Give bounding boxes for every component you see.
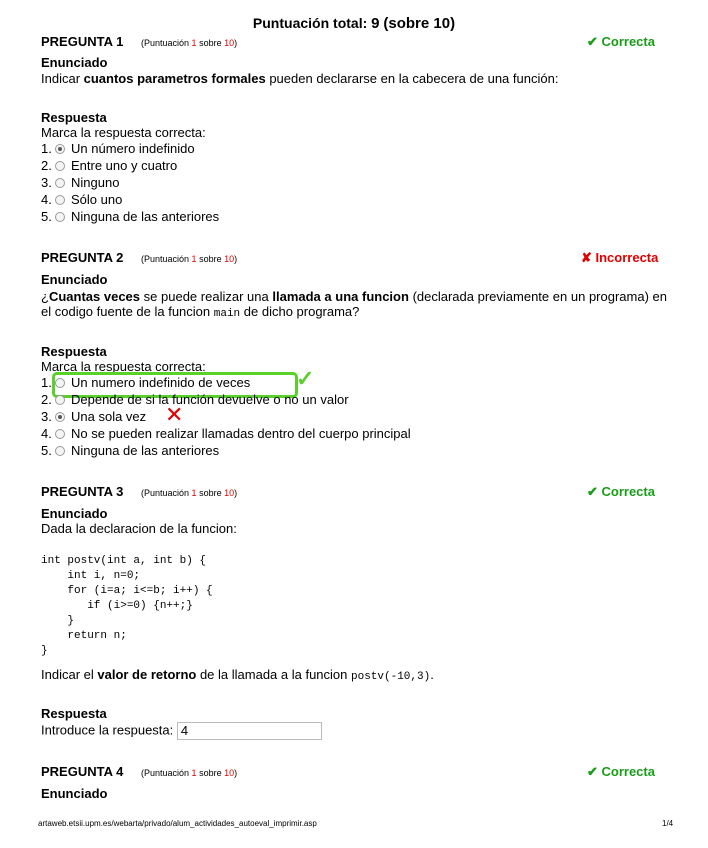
radio-selected-icon[interactable]	[55, 144, 65, 154]
question-3-status: ✔ Correcta	[587, 484, 655, 499]
radio-icon[interactable]	[55, 195, 65, 205]
question-2-option-3[interactable]: 3. Una sola vez	[41, 409, 147, 424]
total-score-value: 9	[371, 15, 380, 32]
question-1-title: PREGUNTA 1	[41, 34, 124, 49]
question-1-instruction: Marca la respuesta correcta:	[41, 125, 206, 140]
question-3-answer-row	[41, 722, 322, 740]
radio-icon[interactable]	[55, 212, 65, 222]
question-3-header	[41, 484, 237, 499]
radio-icon[interactable]	[55, 378, 65, 388]
wrong-cross-icon: ✕	[165, 402, 184, 427]
question-2-header	[41, 250, 237, 265]
question-3-ask: Indicar el valor de retorno de la llamada a la funcion postv(-10,3).	[41, 667, 434, 683]
question-2-status: ✘ Incorrecta	[581, 250, 659, 265]
question-1-option-5[interactable]: 5. Ninguna de las anteriores	[41, 209, 220, 224]
question-4-title: PREGUNTA 4	[41, 764, 124, 779]
question-2-option-5[interactable]: 5. Ninguna de las anteriores	[41, 443, 220, 458]
answer-input-label: Introduce la respuesta:	[41, 722, 174, 738]
question-1-status: ✔ Correcta	[587, 34, 655, 49]
question-2-option-4[interactable]: 4. No se pueden realizar llamadas dentro del cuerpo principal	[41, 426, 411, 441]
question-1-points: (Puntuación 1 sobre 10)	[140, 38, 238, 48]
radio-icon[interactable]	[55, 161, 65, 171]
question-4-statement-heading: Enunciado	[41, 786, 108, 801]
correct-checkmark-icon: ✓	[296, 366, 315, 391]
total-score-header	[0, 15, 708, 32]
question-2-option-2[interactable]: 2. Depende de si la función devuelve o no un valor	[41, 392, 349, 407]
question-1-statement: Indicar cuantos parametros formales pueden declararse en la cabecera de una función:	[41, 71, 559, 86]
radio-icon[interactable]	[55, 446, 65, 456]
question-1-statement-heading: Enunciado	[41, 55, 108, 70]
question-1-option-3[interactable]: 3. Ninguno	[41, 175, 120, 190]
question-4-status: ✔ Correcta	[587, 764, 655, 779]
question-2-title: PREGUNTA 2	[41, 250, 124, 265]
question-1-option-4[interactable]: 4. Sólo uno	[41, 192, 123, 207]
question-4-header	[41, 764, 237, 779]
question-2-statement: ¿Cuantas veces se puede realizar una llamada a una funcion (declarada previamente en un programa) en el codigo fuente de la funcion main de dicho programa?	[41, 289, 668, 320]
question-2-option-1[interactable]: 1. Un numero indefinido de veces	[41, 375, 251, 390]
radio-icon[interactable]	[55, 178, 65, 188]
radio-icon[interactable]	[55, 395, 65, 405]
total-score-label: Puntuación total:	[252, 15, 368, 31]
question-2-points: (Puntuación 1 sobre 10)	[140, 254, 238, 264]
question-3-points: (Puntuación 1 sobre 10)	[140, 488, 238, 498]
question-1-answer-heading: Respuesta	[41, 110, 107, 125]
question-1-header	[41, 34, 237, 49]
question-3-title: PREGUNTA 3	[41, 484, 124, 499]
page-number: 1/4	[662, 819, 674, 828]
question-2-answer-heading: Respuesta	[41, 344, 107, 359]
question-1-option-2[interactable]: 2. Entre uno y cuatro	[41, 158, 178, 173]
radio-icon[interactable]	[55, 429, 65, 439]
question-3-statement-heading: Enunciado	[41, 506, 108, 521]
footer-url: artaweb.etsii.upm.es/webarta/privado/alum_actividades_autoeval_imprimir.asp	[38, 819, 317, 828]
function-code-block: int postv(int a, int b) { int i, n=0; for (i=a; i<=b; i++) { if (i>=0) {n++;} } return n; }	[41, 555, 213, 657]
question-4-points: (Puntuación 1 sobre 10)	[140, 768, 238, 778]
radio-selected-icon[interactable]	[55, 412, 65, 422]
question-1-option-1[interactable]: 1. Un número indefinido	[41, 141, 195, 156]
total-score-max: (sobre 10)	[383, 15, 456, 32]
question-2-instruction: Marca la respuesta correcta:	[41, 359, 206, 374]
answer-input[interactable]: 4	[177, 722, 322, 740]
question-3-statement: Dada la declaracion de la funcion:	[41, 521, 237, 536]
question-3-answer-heading: Respuesta	[41, 706, 107, 721]
question-2-statement-heading: Enunciado	[41, 272, 108, 287]
